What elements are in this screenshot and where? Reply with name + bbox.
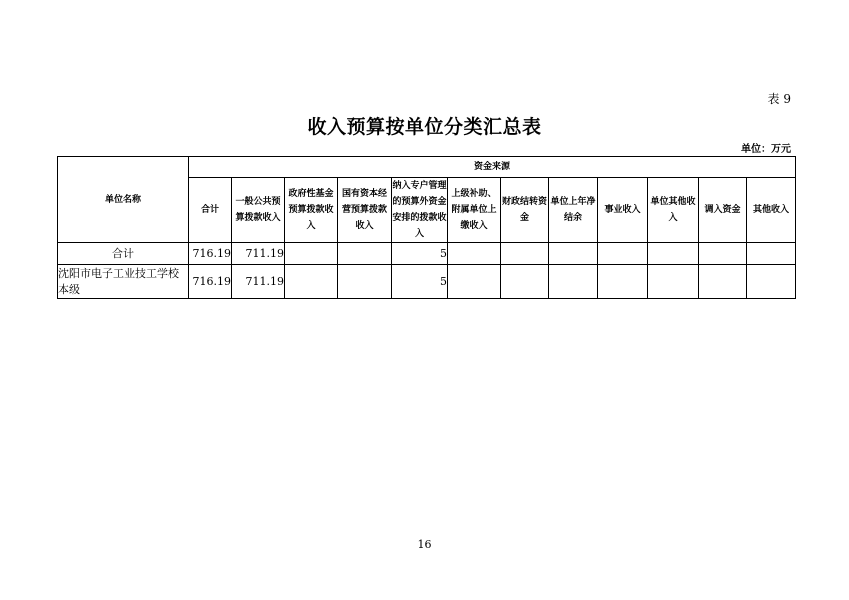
value-cell: 716.19 — [189, 265, 232, 299]
document-title: 收入预算按单位分类汇总表 — [307, 116, 542, 138]
column-header: 财政结转资金 — [501, 178, 549, 243]
value-cell — [747, 243, 796, 265]
column-header: 事业收入 — [598, 178, 648, 243]
row-name-cell: 沈阳市电子工业技工学校本级 — [58, 265, 189, 299]
column-header: 其他收入 — [747, 178, 796, 243]
value-cell — [285, 243, 338, 265]
unit-label: 单位：万元 — [741, 144, 791, 155]
value-cell — [648, 243, 699, 265]
column-header: 单位上年净结余 — [549, 178, 598, 243]
value-cell — [448, 243, 501, 265]
column-header: 调入资金 — [699, 178, 747, 243]
unit-name-header: 单位名称 — [58, 157, 189, 243]
column-header: 上级补助、附属单位上缴收入 — [448, 178, 501, 243]
value-cell — [338, 265, 392, 299]
column-header: 国有资本经营预算拨款收入 — [338, 178, 392, 243]
column-header: 政府性基金预算拨款收入 — [285, 178, 338, 243]
column-header: 一般公共预算拨款收入 — [232, 178, 285, 243]
value-cell — [747, 265, 796, 299]
value-cell — [448, 265, 501, 299]
table-row — [58, 265, 796, 299]
row-name-cell: 合计 — [58, 243, 189, 265]
value-cell: 5 — [392, 243, 448, 265]
value-cell — [285, 265, 338, 299]
column-header: 纳入专户管理的预算外资金安排的拨款收入 — [392, 178, 448, 243]
value-cell: 711.19 — [232, 265, 285, 299]
revenue-summary-table — [57, 156, 796, 299]
value-cell — [501, 243, 549, 265]
value-cell — [501, 265, 549, 299]
column-header: 单位其他收入 — [648, 178, 699, 243]
value-cell: 716.19 — [189, 243, 232, 265]
page-number: 16 — [417, 538, 432, 551]
value-cell — [598, 243, 648, 265]
value-cell — [598, 265, 648, 299]
table-row — [58, 243, 796, 265]
value-cell: 711.19 — [232, 243, 285, 265]
table-number: 表 9 — [767, 92, 791, 106]
value-cell — [648, 265, 699, 299]
column-header: 合计 — [189, 178, 232, 243]
value-cell — [338, 243, 392, 265]
funding-source-header: 资金来源 — [189, 157, 796, 178]
value-cell — [699, 265, 747, 299]
value-cell — [549, 243, 598, 265]
value-cell: 5 — [392, 265, 448, 299]
value-cell — [699, 243, 747, 265]
value-cell — [549, 265, 598, 299]
